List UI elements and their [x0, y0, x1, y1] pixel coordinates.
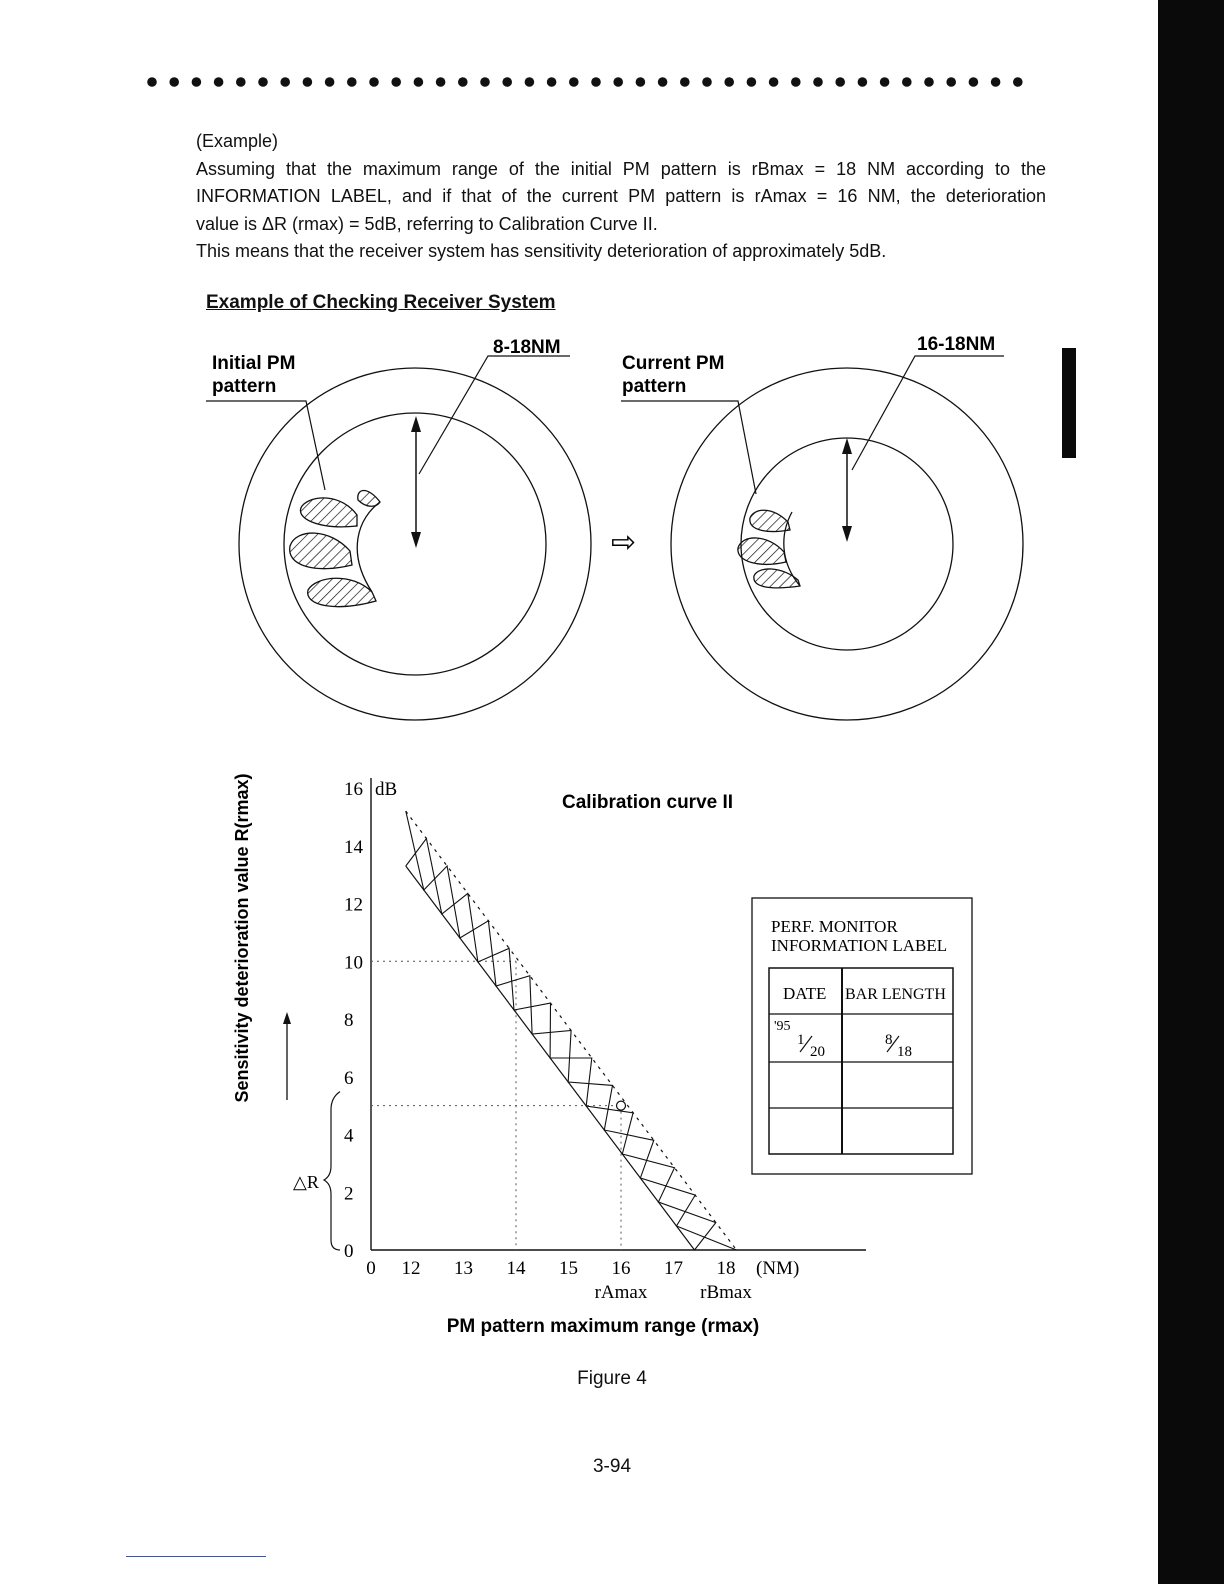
- x-tick-label: 18: [716, 1258, 736, 1279]
- y-unit-label: dB: [375, 779, 398, 800]
- label-leader-left: [206, 401, 325, 490]
- section-title: Example of Checking Receiver System: [206, 292, 556, 313]
- y-tick-label: 6: [344, 1067, 354, 1089]
- x-tick-label: 15: [559, 1258, 578, 1279]
- pm-pattern-lobes: [290, 491, 380, 607]
- info-date-year: '95: [774, 1019, 791, 1034]
- footer-rule: [126, 1556, 266, 1557]
- pm-lobe-top: [750, 510, 790, 531]
- x-tick-label: 14: [506, 1258, 526, 1279]
- pm-lobe-bottom: [754, 569, 800, 588]
- y-tick-label: 8: [344, 1010, 354, 1031]
- pm-pattern-lobes: [738, 510, 800, 588]
- example-label: (Example): [196, 131, 279, 151]
- range-arrow-down: [842, 526, 852, 542]
- x-tick-label: 12: [401, 1258, 421, 1279]
- x-tick-label: 16: [611, 1258, 631, 1279]
- initial-pm-diagram: [206, 337, 591, 720]
- current-pm-diagram: [621, 334, 1023, 720]
- rAmax-marker: [617, 1101, 626, 1110]
- paragraph-line-2: INFORMATION LABEL, and if that of the current PM pattern is rAmax = 16 NM, the deterioration: [196, 186, 1046, 206]
- y-tick-label: 0: [344, 1241, 354, 1262]
- x-axis-label: PM pattern maximum range (rmax): [446, 1316, 760, 1337]
- x-unit-label: (NM): [756, 1258, 800, 1279]
- delta-r-label: △R: [293, 1172, 319, 1192]
- x-tick-label: 13: [454, 1258, 473, 1279]
- y-tick-label: 2: [344, 1183, 354, 1205]
- range-arrow-down: [411, 532, 421, 548]
- band-hatch: [406, 839, 716, 1251]
- x-tick-label: 17: [664, 1258, 683, 1279]
- info-bar-numerator: 8: [885, 1032, 893, 1048]
- pm-lobe-top: [300, 498, 357, 527]
- info-col-bar-length: BAR LENGTH: [845, 986, 946, 1003]
- x-annotation: rBmax: [700, 1282, 752, 1303]
- info-label-title-2: INFORMATION LABEL: [771, 936, 948, 955]
- info-bar-denominator: 18: [897, 1044, 912, 1060]
- paragraph-2: This means that the receiver system has sensitivity deterioration of approximately 5dB.: [196, 241, 887, 261]
- info-date-denominator: 20: [810, 1044, 825, 1060]
- range-leader-right: [852, 356, 1004, 470]
- pm-pattern-edge: [357, 502, 380, 592]
- pm-lobe-middle: [290, 533, 352, 569]
- info-label: [752, 898, 972, 1174]
- y-tick-label: 4: [344, 1125, 354, 1147]
- y-tick-label: 14: [344, 836, 363, 858]
- current-pm-label-1: Current PM: [622, 353, 725, 374]
- range-leader-left: [419, 356, 570, 474]
- page-number: 3-94: [592, 1456, 632, 1477]
- y-tick-label: 12: [344, 894, 363, 916]
- label-leader-right: [621, 401, 756, 494]
- x-tick-label: 0: [366, 1258, 376, 1279]
- up-arrow-head: [283, 1012, 291, 1024]
- y-tick-label: 16: [344, 779, 363, 800]
- pm-lobe-middle: [738, 538, 786, 564]
- outer-ring: [671, 368, 1023, 720]
- chart-y-label: Sensitivity deterioration value R(rmax): [232, 773, 252, 1103]
- info-date-numerator: 1: [797, 1032, 805, 1048]
- info-col-date: DATE: [783, 984, 827, 1003]
- current-range-label: 16-18NM: [917, 334, 996, 355]
- initial-pm-label-1: Initial PM: [212, 353, 296, 374]
- range-arrow-up: [411, 416, 421, 432]
- x-annotation: rAmax: [594, 1282, 648, 1303]
- range-arrow-up: [842, 438, 852, 454]
- info-label-title-1: PERF. MONITOR: [771, 917, 898, 936]
- paragraph-line-1: Assuming that the maximum range of the initial PM pattern is rBmax = 18 NM according to the: [196, 158, 1046, 179]
- initial-pm-label-2: pattern: [212, 376, 277, 397]
- figure-caption: Figure 4: [577, 1368, 647, 1389]
- y-tick-label: 10: [344, 952, 363, 974]
- current-pm-label-2: pattern: [622, 376, 687, 397]
- paragraph-line-3: value is ΔR (rmax) = 5dB, referring to Calibration Curve II.: [196, 213, 658, 234]
- delta-r-brace: [324, 1092, 340, 1250]
- chart-title: Calibration curve II: [562, 792, 734, 813]
- initial-range-label: 8-18NM: [493, 337, 561, 358]
- transition-arrow: ⇨: [611, 525, 637, 560]
